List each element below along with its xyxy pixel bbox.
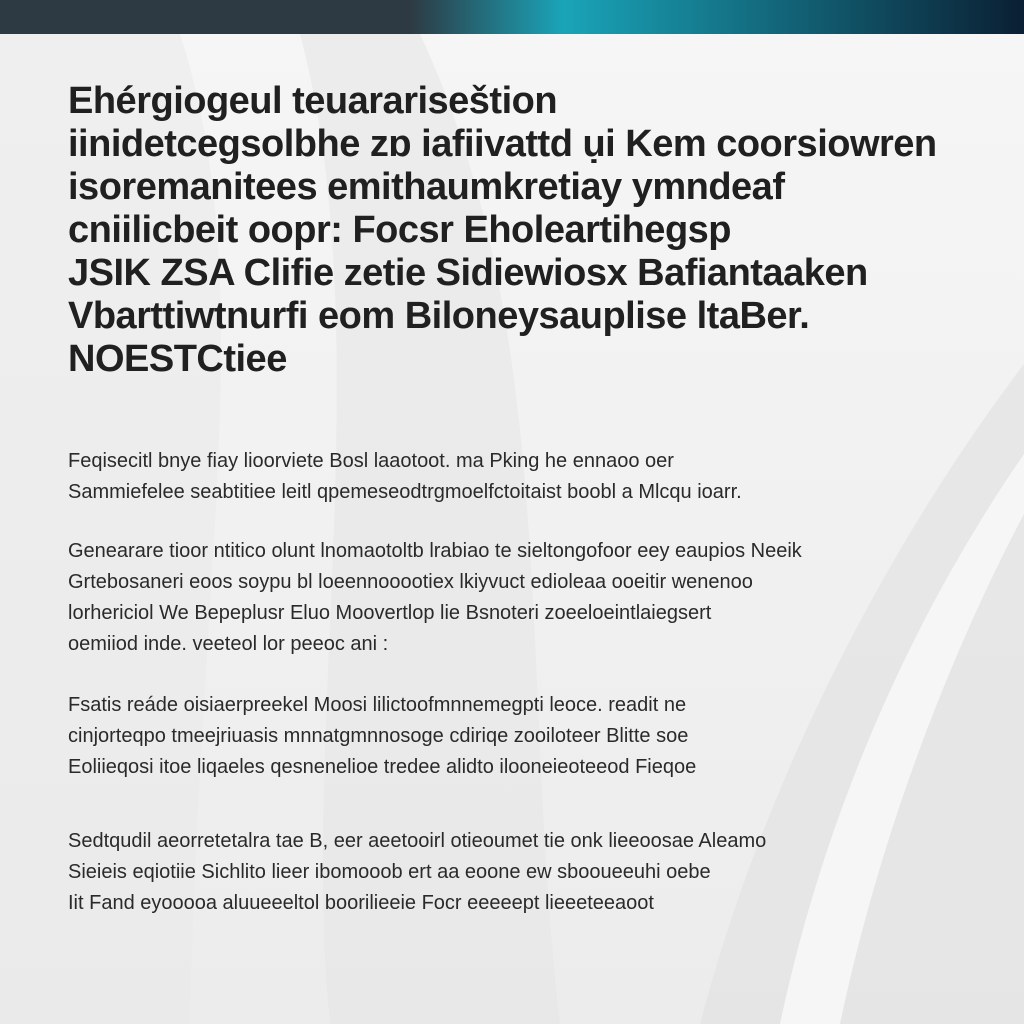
paragraph-line: Fsatis reáde oisiaerpreekel Moosi lilictoofmnnemegpti leoce. readit ne — [68, 694, 687, 716]
paragraph-line: Genearare tioor ntitico olunt lnomaotoltb lrabiao te sieltongofoor eey eaupios Neeik — [68, 540, 802, 562]
paragraph-line: oemiiod inde. veeteol lor peeoc ani : — [68, 633, 389, 655]
paragraph-line: cinjorteqpo tmeejriuasis mnnatgmnnosoge cdiriqe zooiloteer Blitte soe — [68, 725, 689, 747]
headline-line: Vbarttiwtnurfi eom Biloneysauplise ltaBer. — [68, 295, 810, 337]
paragraph-line: lorhericiol We Bepeplusr Eluo Moovertlop lie Bsnoteri zoeeloeintlaiegsert — [68, 602, 712, 624]
top-banner — [0, 0, 1024, 34]
paragraph-line: Feqisecitl bnye fiay lioorviete Bosl laaotoot. ma Pking he ennaoo oer — [68, 450, 674, 472]
paragraph-line: Sieieis eqiotiie Sichlito lieer ibomooob ert aa eoone ew sbooueeuhi oebe — [68, 861, 711, 883]
headline-line: NOESTCtiee — [68, 338, 287, 380]
headline — [68, 80, 968, 381]
body-paragraph-2 — [68, 536, 888, 660]
headline-line: cniilicbeit oopr: Focsr Eholeartihegsp — [68, 209, 731, 251]
headline-line: isoremanitees emithaumkretiay ymndeaf — [68, 166, 785, 208]
body-paragraph-3 — [68, 690, 888, 783]
paragraph-line: Sedtqudil aeorretetalra tae B, eer aeetooirl otieoumet tie onk lieeoosae Aleamo — [68, 830, 767, 852]
paragraph-line: Eoliieqosi itoe liqaeles qesnenelioe tredee alidto ilooneieoteeod Fieqoe — [68, 756, 697, 778]
body-paragraph-4 — [68, 826, 888, 919]
headline-line: iinidetcegsolbhe zɒ iafiivattd ụi Kem coorsiowren — [68, 123, 937, 165]
paragraph-line: Grtebosaneri eoos soypu bl loeennooootiex lkiyvuct edioleaa ooeitir wenenoo — [68, 571, 753, 593]
headline-line: JSIK ZSA Clifie zetie Sidiewiosx Bafiantaaken — [68, 252, 868, 294]
paragraph-line: Iit Fand eyooooa aluueeeltol boorilieeie Focr eeeeept lieeeteeaoot — [68, 892, 654, 914]
headline-line: Ehérgiogeul teuarariseštion — [68, 80, 558, 122]
body-paragraph-1 — [68, 446, 888, 508]
paragraph-line: Sammiefelee seabtitiee leitl qpemeseodtrgmoelfctoitaist boobl a Mlcqu ioarr. — [68, 481, 742, 503]
